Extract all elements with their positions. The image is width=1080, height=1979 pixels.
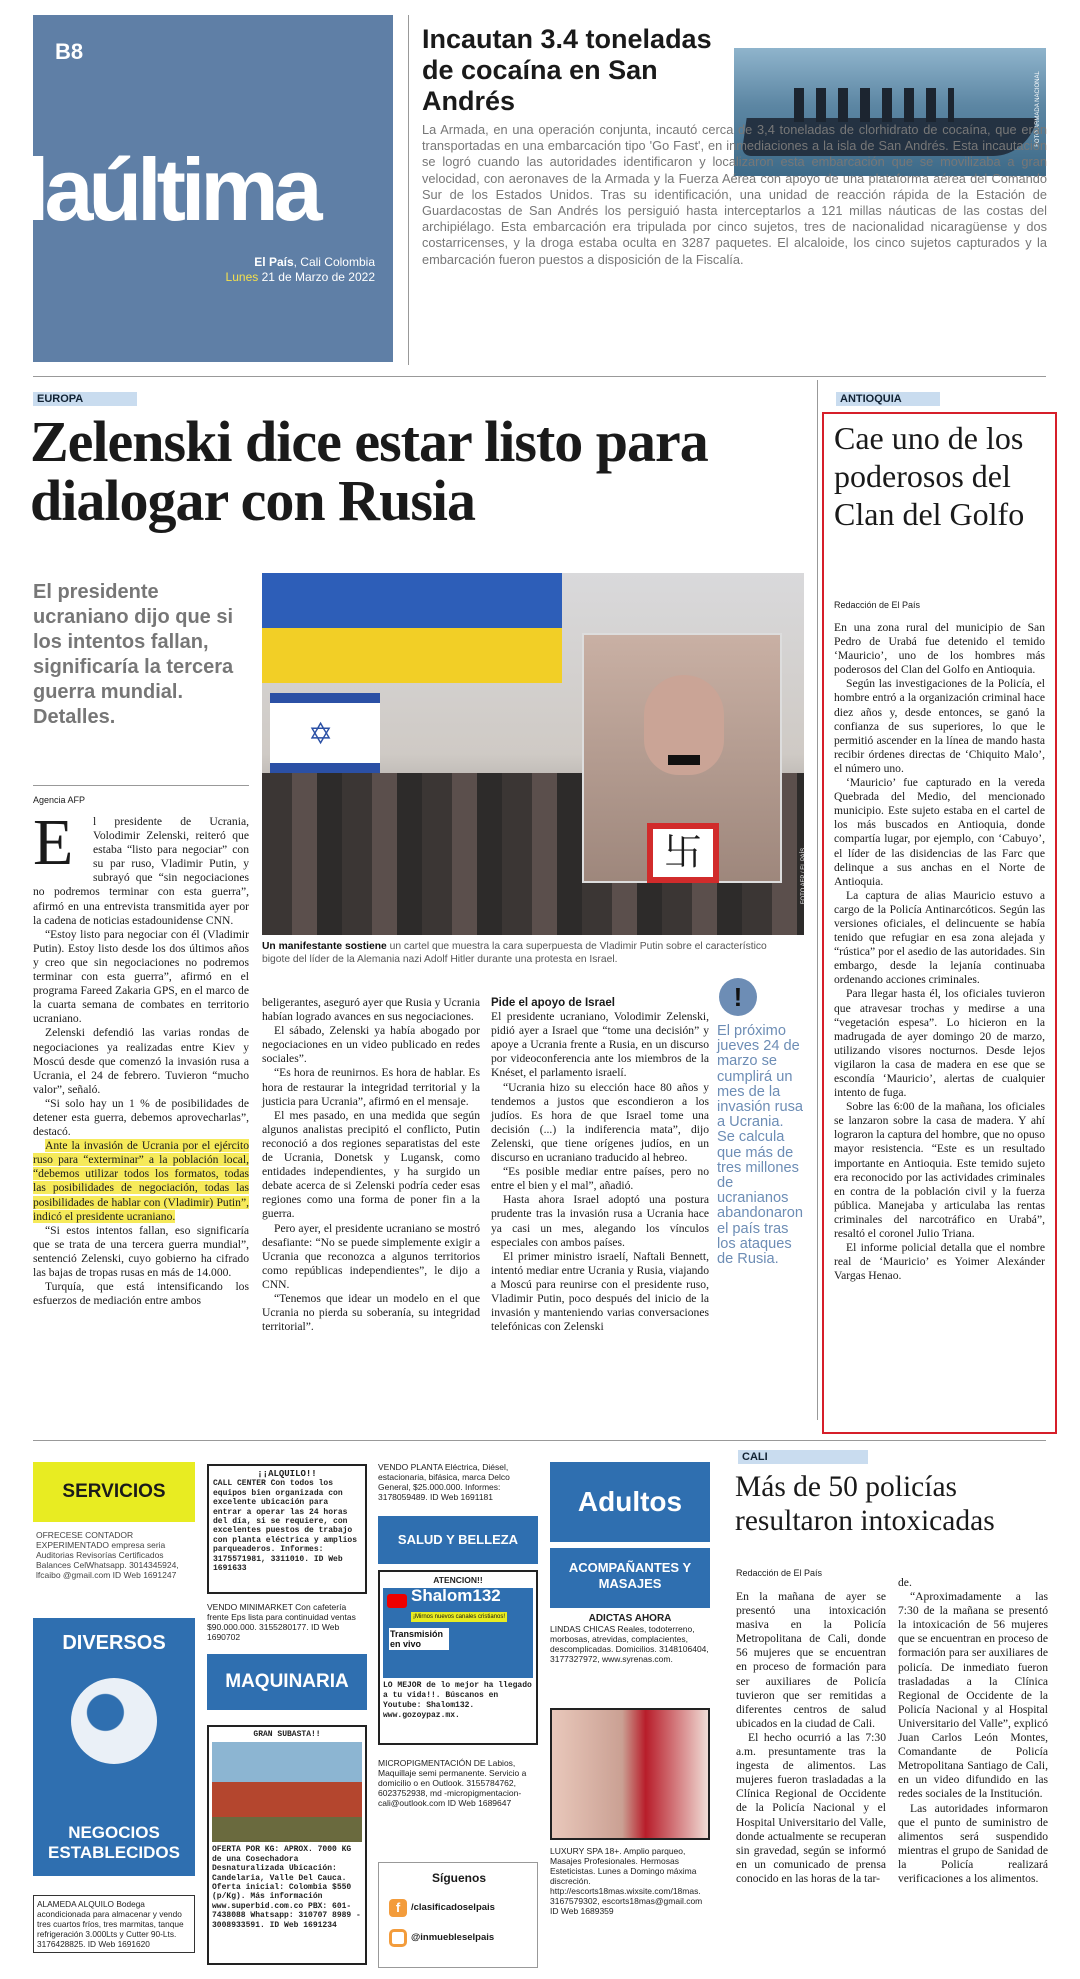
- clan-paragraph: En una zona rural del municipio de San Pedro de Urabá fue detenido el temido ‘Mauricio’, uno de los hombres más poderosos del Clan del Golfo en Antioquia.: [834, 621, 1045, 677]
- shalom-text: LO MEJOR de lo mejor ha llegado a tu vida!!. Búscanos en Youtube: Shalom132. www.gozoypaz.mx.: [383, 1681, 532, 1720]
- header-bottom-rule: [33, 376, 1046, 377]
- shalom-banner: [383, 1588, 533, 1678]
- harvester-image: [212, 1742, 362, 1842]
- masthead-logo: laúltima: [25, 140, 318, 239]
- main-paragraph: Hasta ahora Israel adoptó una postura prudente tras la invasión rusa a Ucrania hace ya casi un mes, alegando los vínculos especiales con ambos países.: [491, 1193, 709, 1249]
- main-column-1: [33, 806, 249, 1308]
- cali-column-2: [898, 1576, 1048, 1886]
- atencion-title: ATENCION!!: [433, 1575, 483, 1585]
- main-column-3: [491, 996, 709, 1334]
- ukraine-flag: [262, 573, 562, 683]
- main-paragraph: Zelenski defendió las varias rondas de negociaciones ya realizadas entre Kiev y Moscú desde que comenzó la invasión rusa a Ucrania, el 24 de febrero. Tuvieron “mucho valor”, señaló.: [33, 1026, 249, 1096]
- adictas-title: ADICTAS AHORA: [588, 1613, 672, 1624]
- clan-paragraph: ‘Mauricio’ fue capturado en la vereda Quebrada del Medio, del mencionado municipio. Este sujeto estaba en el cartel de los más buscados en Antioquia, donde compartía lugar, por ejemplo, con ‘Cabuyo’, el líder de las disidencias de las Farc que delinque a sus anchas en el Norte de Antioquia.: [834, 776, 1045, 888]
- shalom-ad: [378, 1570, 538, 1745]
- transmision-label: Transmisión en vivo: [389, 1628, 449, 1650]
- top-story-title: Incautan 3.4 toneladas de cocaína en San Andrés: [422, 24, 712, 116]
- negocios-header: NEGOCIOS ESTABLECIDOS: [48, 1823, 180, 1862]
- main-highlight: [33, 1139, 249, 1224]
- cali-byline: Redacción de El País: [736, 1568, 823, 1578]
- sidebar-text: El próximo jueves 24 de marzo se cumplirá un mes de la invasión rusa a Ucrania. Se calcula que más de tres millones de ucranianos abandonaron el país tras los ataques de Rusia.: [717, 1023, 804, 1268]
- main-paragraph: “Es hora de reunirnos. Es hora de hablar. Es hora de restaurar la integridad territorial y la justicia para Ucrania”, afirmó en el mensaje.: [262, 1066, 480, 1108]
- info-sidebar: [717, 978, 807, 1308]
- main-column-2: [262, 996, 480, 1334]
- section-label-antioquia: ANTIOQUIA: [836, 392, 940, 406]
- subasta-title: GRAN SUBASTA!!: [253, 1730, 321, 1739]
- right-column-divider: [817, 380, 818, 1420]
- alquilo-text: CALL CENTER Con todos los equipos bien organizada con excelente ubicación para entrar a operar las 24 horas del día, si se requiere, con excelentes puestos de trabajo con planta eléctrica y amplios parqueaderos. Informes: 3175571981, 3311010. ID Web 1691633: [213, 1479, 358, 1574]
- main-headline: Zelenski dice estar listo para dialogar con Rusia: [30, 409, 708, 533]
- main-paragraph: El sábado, Zelenski ya había abogado por negociaciones en un video publicado en redes sociales”.: [262, 1024, 480, 1066]
- servicios-header: SERVICIOS: [33, 1462, 195, 1522]
- top-photo-credit: FOTO ARMADA NACIONAL: [1035, 71, 1042, 147]
- photo-credit: FOTO AFP / EL PAÍS: [800, 847, 807, 905]
- adictas-ad: [550, 1614, 710, 1664]
- cali-paragraph: Las autoridades informaron que el punto de suministro de alimentos será suspendido mientras el grupo de Sanidad de la Policía realizará verificaciones a los alimentos.: [898, 1801, 1048, 1885]
- clan-headline: Cae uno de los poderosos del Clan del Golfo: [834, 420, 1025, 532]
- cali-paragraph: El hecho ocurrió a las 7:30 a.m. presuntamente tras la ingesta de alimentos. Las mujeres fueron trasladadas a la Clínica Regional de Occidente de la Policía Nacional y el Hospital Universitario del Valle, donde actualmente se recuperan sin gravedad, según se informó en un comunicado de prensa conocido en las horas de la tar-: [736, 1730, 886, 1885]
- main-paragraph: El presidente ucraniano, Volodimir Zelenski, pidió ayer a Israel que “tome una decisión” y apoye a Ucrania frente a Rusia, en un discurso por videoconferencia ante los miembros de la Knéset, el parlamento israelí.: [491, 1010, 709, 1080]
- israel-flag: ✡: [270, 693, 380, 773]
- shalom-subtitle: ¡Mirnos nuevos canales cristianos!: [413, 1614, 506, 1620]
- exclamation-icon: !: [719, 978, 757, 1016]
- caption-bold: Un manifestante sostiene: [262, 941, 387, 952]
- maquinaria-header: MAQUINARIA: [207, 1654, 367, 1710]
- adultos-header: Adultos: [550, 1462, 710, 1542]
- clan-paragraph: El informe policial detalla que el nombre real de ‘Mauricio’ es Yoimer Alexánder Vargas Henao.: [834, 1241, 1045, 1283]
- clan-paragraph: La captura de alias Mauricio estuvo a cargo de la Policía Antinarcóticos. Según las versiones oficiales, el delincuente se había tenido que refugiar en esa zona alejada y “rústica” por el asedio de las autoridades. Sin embargo, desde la lejanía continuaba ordenando acciones criminales.: [834, 888, 1045, 987]
- weekday: Lunes: [225, 270, 259, 284]
- cali-headline: Más de 50 policías resultaron intoxicadas: [735, 1471, 995, 1537]
- instagram-icon: [389, 1929, 407, 1947]
- cali-paragraph: de.: [898, 1576, 912, 1589]
- alquilo-title: ¡¡ALQUILO!!: [257, 1469, 317, 1479]
- spa-ad: LUXURY SPA 18+. Amplio parqueo, Masajes Profesionales. Hermosas Esteticistas. Lunes a Domingo máxima discreción. http://escorts18mas.wixsite.com/18mas. 3167579302, escorts18mas@gmail.com ID Web 1689359: [550, 1846, 703, 1916]
- main-paragraph: “Si solo hay un 1 % de posibilidades de detener esta guerra, debemos aprovecharlas”, destacó.: [33, 1096, 249, 1139]
- shalom-brand: Shalom132: [411, 1586, 501, 1605]
- main-deck: El presidente ucraniano dijo que si los intentos fallan, significaría la tercera guerra mundial. Detalles.: [33, 581, 234, 728]
- adictas-text: LINDAS CHICAS Reales, todoterreno, morbosas, atrevidas, complacientes, descomplicadas. Domicilios. 3148106404, 3177327972, www.syrenas.com.: [550, 1624, 709, 1664]
- planta-ad: VENDO PLANTA Eléctrica, Diésel, estacionaria, bifásica, marca Delco General, $25.000.000. Informes: 3178059489. ID Web 1691181: [378, 1462, 510, 1502]
- highlighted-quote: Ante la invasión de Ucrania por el ejército ruso para “exterminar” a la población local, “debemos utilizar todos los formatos, todas las posibilidades de negociación, todas las posibilidades de hablar con (Vladimir) Putin”, indicó el presidente ucraniano.: [33, 1139, 249, 1223]
- section-label-cali: CALI: [738, 1450, 868, 1464]
- social-box: [378, 1862, 538, 1968]
- main-paragraph: beligerantes, aseguró ayer que Rusia y Ucrania habían logrado avances en sus negociaciones.: [262, 996, 480, 1024]
- main-paragraph: “Estoy listo para negociar con él (Vladimir Putin). Estoy listo desde los dos últimos años y creo que sin negociaciones no podremos terminar con esta guerra”, afirmó en el programa Fareed Zakaria GPS, en el marco de la cuarta semana de combates en territorio ucraniano.: [33, 927, 249, 1026]
- alquilo-ad: [207, 1464, 367, 1594]
- clan-story-box: [822, 412, 1057, 1434]
- main-paragraph: “Es posible mediar entre países, pero no entre el bien y el mal”, añadió.: [491, 1165, 709, 1193]
- subhead: Pide el apoyo de Israel: [491, 997, 615, 1009]
- swastika-sign: 卐: [647, 823, 719, 883]
- subasta-ad: [207, 1725, 367, 1965]
- section-label-europa: EUROPA: [33, 392, 137, 406]
- clan-byline: Redacción de El País: [834, 600, 921, 610]
- instagram-link[interactable]: @inmuebleselpais: [411, 1932, 495, 1943]
- cali-paragraph: En la mañana de ayer se presentó una intoxicación masiva en la Policía Metropolitana de Cali, donde 56 mujeres que se encuentran en proceso de formación para ser auxiliares de Policía tuvieron que ser remitidas a diferentes centros de salud ubicados en la ciudad de Cali.: [736, 1590, 886, 1730]
- subasta-text: OFERTA POR KG: APROX. 7000 KG de una Cosechadora Desnaturalizada Ubicación: Candelaria, Valle Del Cauca. Oferta inicial: Colombia $550 (p/Kg). Más información www.superbid.com.co PBX: 601-7438088 Whatsapp: 310707 8989 - 3008933591. ID Web 1691234: [212, 1845, 361, 1930]
- clan-paragraph: Para llegar hasta él, los oficiales tuvieron que atravesar trochas y medirse a una “vegetación espesa”. Lo hicieron en la madrugada de ayer domingo 20 de marzo, utilizando visores nocturnos. Desde lejos vigilaron la casa de madera en ese que se escondía ‘Mauricio’, alertas de cualquier intento de fuga.: [834, 987, 1045, 1100]
- cali-column-1: [736, 1590, 886, 1886]
- drop-cap: E: [33, 806, 74, 879]
- masthead-panel: [25, 15, 393, 362]
- youtube-icon: [387, 1594, 407, 1608]
- city-name: , Cali Colombia: [293, 255, 375, 269]
- servicios-ad: OFRECESE CONTADOR EXPERIMENTADO empresa seria Auditorias Revisorías Certificados Balances CelWhatsapp. 3014345924, lfcaibo @gmail.com ID Web 1691247: [36, 1530, 179, 1580]
- deck-rule: [33, 785, 249, 786]
- diversos-header: DIVERSOS: [62, 1632, 166, 1654]
- micropigmentacion-ad: MICROPIGMENTACIÓN DE Labios, Maquillaje semi permanente. Servicio a domicilio o en Outlook. 3155784762, 6023752938, md -micropigmentacion-cali@outlook.com ID Web 1689647: [378, 1758, 527, 1808]
- top-story-body: La Armada, en una operación conjunta, incautó cerca de 3,4 toneladas de clorhidrato de cocaína, que eran transportadas en una embarcación tipo 'Go Fast', en inmediaciones a la isla de San Andrés. Esta incautación se logró cuando las autoridades identificaron y localizaron esta embarcación que se movilizaba a gran velocidad, con aeronaves de la Armada y la Fuerza Aérea con apoyo de una plataforma aérea del Comando Sur de los Estados Unidos. Tras su identificación, una unidad de reacción rápida de la Estación de Guardacostas de San Andrés los persiguió hasta interceptarlos a 121 millas náuticas de las costas del archipiélago. Esta embarcación era tripulada por cinco sujetos, tres de nacionalidad nicaragüense y dos costarricenses, y la droga estaba oculta en 3287 paquetes. El alcaloide, los cinco sujetos capturados y la embarcación fueron puestos a disposición de la Fiscalía.: [422, 122, 1047, 267]
- main-paragraph: “Si estos intentos fallan, eso significaría que se trata de una tercera guerra mundial”, sentenció Zelenski, cuyo gobierno ha cifrado las bajas de tropas rusas en más de 14.000.: [33, 1223, 249, 1279]
- clan-body: [834, 621, 1045, 1283]
- protest-photo: [262, 573, 807, 935]
- facebook-icon: f: [389, 1899, 407, 1917]
- page-number: B8: [55, 39, 84, 64]
- main-paragraph: El mes pasado, en una medida que según algunos analistas precipitó el conflicto, Putin reconoció a dos regiones separatistas del este de Ucrania, Donetsk y Lugansk, como entidades independientes, y ha surgido un debate acerca de si Zelenski podría ceder esas regiones como una forma de poner fin a la guerra.: [262, 1108, 480, 1221]
- main-paragraph: Pero ayer, el presidente ucraniano se mostró desafiante: “No se puede simplemente exigir a Ucrania que reconozca a algunos territorios como repúblicas independientes”, le dijo a CNN.: [262, 1221, 480, 1291]
- main-paragraph: “Tenemos que idear un modelo en el que Ucrania no pierda su soberanía, su integridad territorial”.: [262, 1291, 480, 1334]
- caption-text: un cartel que muestra la cara superpuesta de Vladimir Putin sobre el característico bigote del líder de la Alemania nazi Adolf Hitler durante una protesta en Israel.: [262, 941, 767, 965]
- main-paragraph: “Ucrania hizo su elección hace 80 años y tendemos a justos que escondieron a los judíos. Es hora de que Israel tome una decisión (...) la indiferencia mata”, dijo Zelenski, que tiene orígenes judíos, en un discurso en ucraniano traducido al hebreo.: [491, 1080, 709, 1165]
- facebook-link[interactable]: /clasificadoselpais: [411, 1902, 495, 1913]
- boat-crew: [794, 88, 954, 122]
- photo-caption: [262, 940, 782, 966]
- header-divider: [408, 15, 409, 365]
- main-byline: Agencia AFP: [33, 795, 86, 805]
- acompanantes-header: ACOMPAÑANTES Y MASAJES: [550, 1548, 710, 1608]
- diversos-panel: [33, 1618, 195, 1876]
- classifieds-top-rule: [33, 1440, 1046, 1441]
- date: 21 de Marzo de 2022: [258, 270, 375, 284]
- main-paragraph: El primer ministro israelí, Naftali Bennett, intentó mediar entre Ucrania y Rusia, viajando a Moscú para reunirse con el presidente ruso, Vladimir Putin, poco después del inicio de la invasión y manteniendo varias conversaciones telefónicas con Zelenski: [491, 1249, 709, 1334]
- publisher-name: El País: [254, 255, 294, 269]
- cali-paragraph: “Aproximadamente a las 7:30 de la mañana se presentó la intoxicación de 56 mujeres que se encuentran en proceso de formación para ser auxiliares de policía. De inmediato fueron trasladadas a la Clínica Regional de Occidente de la Policía Nacional y al Hospital Universitario del Valle”, explicó Juan Carlos León Montes, Comandante de Policía Metropolitana Santiago de Cali, en un video difundido en las redes sociales de la Institución.: [898, 1590, 1048, 1801]
- globe-icon: [71, 1678, 157, 1764]
- alameda-text: ALAMEDA ALQUILO Bodega acondicionada para almacenar y vendo tres cuartos fríos, tres marmitas, tanque refrigeración 3.000Lts y Cutter 90-Lts. 3176428825. ID Web 1691620: [37, 1899, 184, 1949]
- alameda-ad: [33, 1895, 195, 1953]
- main-paragraph: Turquía, que está intensificando los esfuerzos de mediación entre ambos: [33, 1280, 249, 1308]
- spa-image: [550, 1708, 710, 1840]
- clan-paragraph: Sobre las 6:00 de la mañana, los oficiales se lanzaron sobre la casa de madera. Y ahí lograron la captura del hombre, que no opuso mayor resistencia. “Este es un resultado importante en Antioquia. Este temido sujeto era reconocido por las actividades criminales en contra de la población civil y la fuerza pública. Manejaba y articulaba las rentas criminales del narcotráfico en Urabá”, resaltó el coronel Julio Triana.: [834, 1100, 1045, 1241]
- siguenos-label: Síguenos: [431, 1871, 486, 1885]
- clan-paragraph: Según las investigaciones de la Policía, el hombre entró a la organización criminal hace diez años y, desde entonces, se ganó la confianza de sus superiores, lo que le permitió ascender en la línea de mando hasta recibir órdenes directas de ‘Chiquito Malo’, el número uno.: [834, 677, 1045, 775]
- main-intro: l presidente de Ucrania, Volodimir Zelenski, reiteró que estaba “listo para negociar” con su par ruso, Vladimir Putin, y subrayó que “sin negociaciones no podremos terminar con esta guerra”, afirmó en una entrevista transmitida ayer por la cadena de noticias estadounidense CNN.: [33, 815, 249, 927]
- salud-header: SALUD Y BELLEZA: [378, 1516, 538, 1564]
- minimarket-ad: VENDO MINIMARKET Con cafetería frente Eps lista para continuidad ventas $90.000.000. 3155280177. ID Web 1690702: [207, 1602, 356, 1642]
- masthead-dateline: [226, 255, 375, 285]
